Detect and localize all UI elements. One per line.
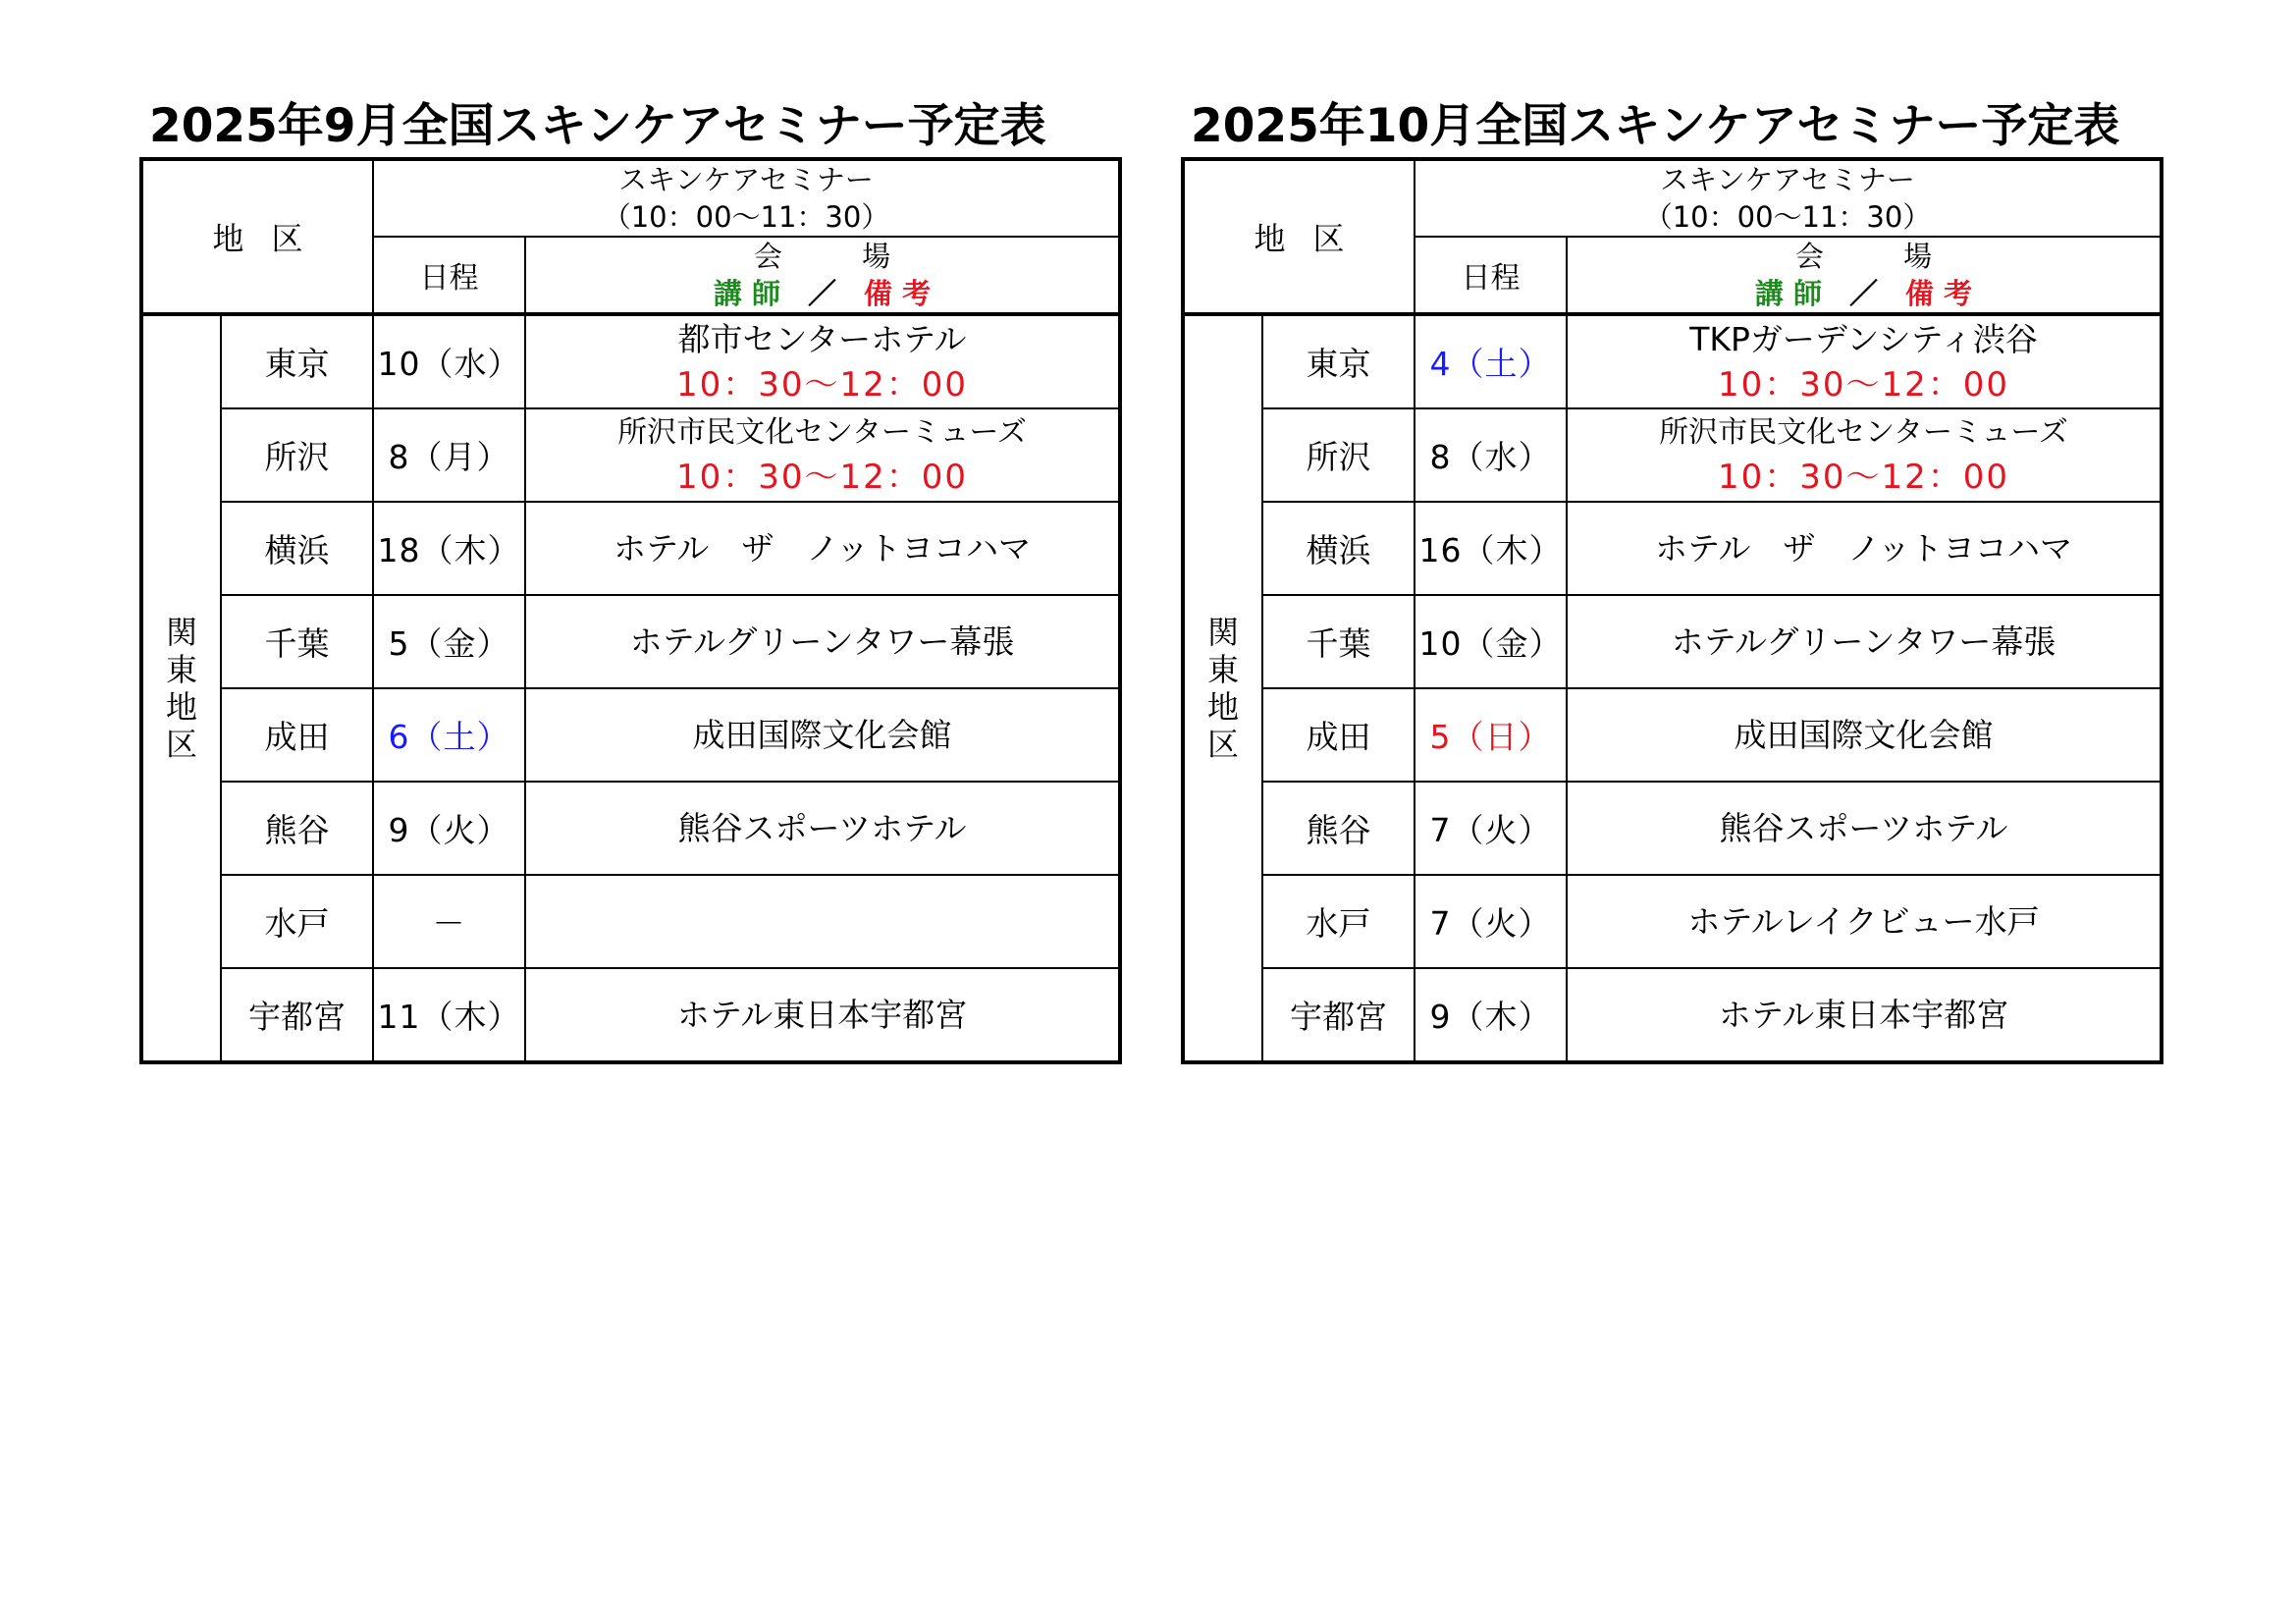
header-slash: ／ bbox=[1849, 277, 1879, 310]
header-slash: ／ bbox=[808, 277, 837, 310]
header-lecturer: 講 師 bbox=[713, 277, 781, 310]
venue-name: ホテル東日本宇都宮 bbox=[676, 995, 968, 1034]
area-cell: 千葉 bbox=[1262, 595, 1415, 688]
table-row bbox=[1183, 688, 2162, 782]
area-cell: 成田 bbox=[221, 688, 373, 782]
venue-name: ホテル東日本宇都宮 bbox=[1718, 995, 2009, 1034]
schedule-title: 2025年9月全国スキンケアセミナー予定表 bbox=[149, 99, 1046, 153]
area-cell: 水戸 bbox=[1262, 875, 1415, 968]
header-venue bbox=[1567, 237, 2162, 314]
header-remarks: 備 考 bbox=[1905, 277, 1973, 310]
schedule-table bbox=[139, 157, 1122, 1064]
area-cell: 横浜 bbox=[1262, 502, 1415, 595]
venue-cell bbox=[1567, 875, 2162, 968]
venue-cell bbox=[525, 968, 1120, 1062]
area-cell: 水戸 bbox=[221, 875, 373, 968]
venue-note-time: 10：30～12：00 bbox=[1717, 364, 2010, 405]
venue-note-time: 10：30～12：00 bbox=[1717, 457, 2010, 497]
venue-name: ホテルグリーンタワー幕張 bbox=[1671, 622, 2056, 661]
date-cell: 11（木） bbox=[373, 968, 525, 1062]
venue-name: ホテルグリーンタワー幕張 bbox=[629, 622, 1015, 661]
date-cell: 6（土） bbox=[373, 688, 525, 782]
schedule-table bbox=[1181, 157, 2163, 1064]
region-cell bbox=[141, 314, 221, 1062]
header-row bbox=[141, 159, 1120, 237]
header-seminar-label: スキンケアセミナー bbox=[1660, 163, 1915, 196]
header-remarks: 備 考 bbox=[864, 277, 932, 310]
table-row bbox=[1183, 968, 2162, 1062]
date-cell: 10（水） bbox=[373, 314, 525, 408]
table-row bbox=[141, 314, 1120, 408]
venue-name: TKPガーデンシティ渋谷 bbox=[1689, 319, 2038, 358]
venue-cell bbox=[1567, 782, 2162, 875]
date-cell: 5（日） bbox=[1415, 688, 1567, 782]
venue-cell bbox=[1567, 595, 2162, 688]
table-row bbox=[141, 968, 1120, 1062]
date-cell: 9（火） bbox=[373, 782, 525, 875]
table-row bbox=[1183, 875, 2162, 968]
venue-name: 成田国際文化会館 bbox=[692, 715, 952, 754]
area-cell: 所沢 bbox=[1262, 408, 1415, 502]
table-row bbox=[1183, 408, 2162, 502]
region-char: 区 bbox=[1206, 726, 1239, 763]
venue-cell bbox=[1567, 408, 2162, 502]
venue-name: ホテル ザ ノットヨコハマ bbox=[1655, 528, 2073, 568]
header-date: 日程 bbox=[1415, 237, 1567, 314]
header-seminar-label: スキンケアセミナー bbox=[618, 163, 874, 196]
venue-name: 所沢市民文化センターミューズ bbox=[1659, 414, 2068, 450]
area-cell: 熊谷 bbox=[221, 782, 373, 875]
region-char: 関 bbox=[165, 614, 197, 651]
area-cell: 東京 bbox=[221, 314, 373, 408]
venue-cell bbox=[1567, 968, 2162, 1062]
date-cell: 5（金） bbox=[373, 595, 525, 688]
area-cell: 所沢 bbox=[221, 408, 373, 502]
venue-cell bbox=[1567, 502, 2162, 595]
table-row bbox=[1183, 502, 2162, 595]
table-row bbox=[141, 595, 1120, 688]
date-cell: 4（土） bbox=[1415, 314, 1567, 408]
venue-cell bbox=[525, 595, 1120, 688]
header-venue-sub bbox=[1568, 275, 2160, 312]
header-seminar-time: （10：00～11：30） bbox=[1643, 200, 1932, 234]
venue-name: 都市センターホテル bbox=[677, 319, 967, 358]
venue-cell bbox=[525, 314, 1120, 408]
date-cell: 7（火） bbox=[1415, 782, 1567, 875]
venue-cell bbox=[525, 782, 1120, 875]
venue-note-time: 10：30～12：00 bbox=[675, 457, 969, 497]
region-char: 東 bbox=[165, 651, 197, 688]
header-venue-label: 会 場 bbox=[753, 240, 927, 273]
region-char: 地 bbox=[165, 688, 197, 726]
venue-cell bbox=[525, 502, 1120, 595]
venue-name: 熊谷スポーツホテル bbox=[677, 808, 967, 847]
venue-name: 熊谷スポーツホテル bbox=[1719, 808, 2008, 847]
area-cell: 宇都宮 bbox=[1262, 968, 1415, 1062]
venue-cell bbox=[1567, 314, 2162, 408]
area-cell: 千葉 bbox=[221, 595, 373, 688]
table-row bbox=[1183, 782, 2162, 875]
date-cell: 10（金） bbox=[1415, 595, 1567, 688]
schedule-title: 2025年10月全国スキンケアセミナー予定表 bbox=[1191, 99, 2120, 153]
date-cell: 8（水） bbox=[1415, 408, 1567, 502]
venue-name: ホテルレイクビュー水戸 bbox=[1687, 901, 2040, 941]
area-cell: 横浜 bbox=[221, 502, 373, 595]
table-row bbox=[141, 688, 1120, 782]
table-row bbox=[141, 875, 1120, 968]
header-lecturer: 講 師 bbox=[1754, 277, 1823, 310]
table-row bbox=[1183, 314, 2162, 408]
header-date: 日程 bbox=[373, 237, 525, 314]
date-cell: 9（木） bbox=[1415, 968, 1567, 1062]
header-seminar bbox=[1415, 159, 2162, 237]
region-char: 地 bbox=[1206, 688, 1239, 726]
header-region: 地区 bbox=[141, 159, 373, 314]
header-seminar bbox=[373, 159, 1120, 237]
venue-cell bbox=[525, 408, 1120, 502]
header-row bbox=[1183, 159, 2162, 237]
area-cell: 成田 bbox=[1262, 688, 1415, 782]
table-row bbox=[141, 408, 1120, 502]
region-char: 東 bbox=[1206, 651, 1239, 688]
table-row bbox=[1183, 595, 2162, 688]
venue-name: 所沢市民文化センターミューズ bbox=[617, 414, 1027, 450]
area-cell: 熊谷 bbox=[1262, 782, 1415, 875]
header-venue-label: 会 場 bbox=[1794, 240, 1968, 273]
header-venue-sub bbox=[526, 275, 1118, 312]
header-region: 地区 bbox=[1183, 159, 1415, 314]
date-cell: 8（月） bbox=[373, 408, 525, 502]
venue-name: ホテル ザ ノットヨコハマ bbox=[614, 528, 1032, 568]
date-cell: 7（火） bbox=[1415, 875, 1567, 968]
date-cell: 18（木） bbox=[373, 502, 525, 595]
venue-cell bbox=[1567, 688, 2162, 782]
table-row bbox=[141, 502, 1120, 595]
area-cell: 東京 bbox=[1262, 314, 1415, 408]
header-venue bbox=[525, 237, 1120, 314]
venue-cell bbox=[525, 688, 1120, 782]
date-cell: 16（木） bbox=[1415, 502, 1567, 595]
region-char: 関 bbox=[1206, 614, 1239, 651]
venue-cell bbox=[525, 875, 1120, 968]
area-cell: 宇都宮 bbox=[221, 968, 373, 1062]
region-cell bbox=[1183, 314, 1262, 1062]
venue-note-time: 10：30～12：00 bbox=[675, 364, 969, 405]
date-cell: － bbox=[373, 875, 525, 968]
venue-name: 成田国際文化会館 bbox=[1734, 715, 1994, 754]
table-row bbox=[141, 782, 1120, 875]
region-char: 区 bbox=[165, 726, 197, 763]
header-seminar-time: （10：00～11：30） bbox=[602, 200, 890, 234]
